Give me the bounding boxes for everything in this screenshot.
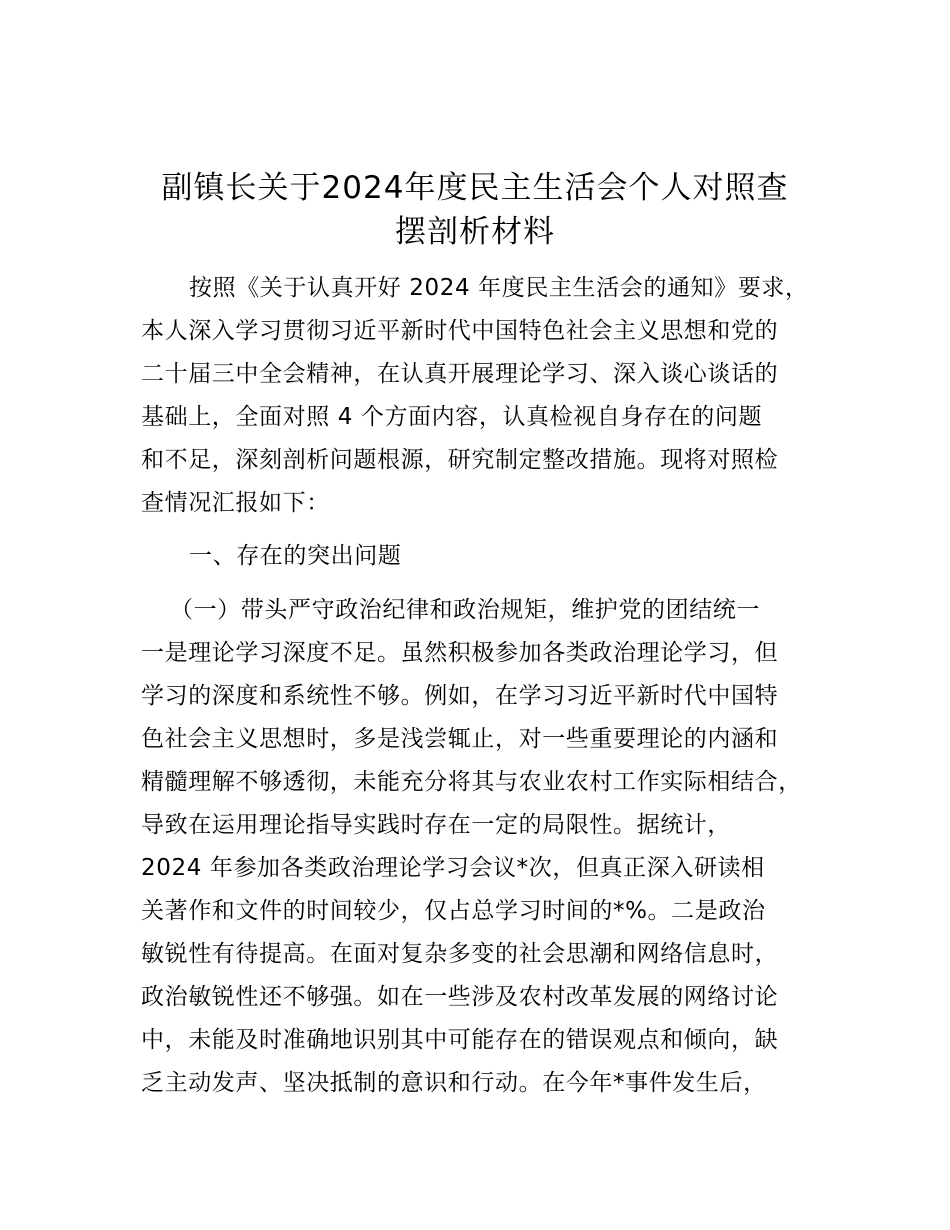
- paragraph-line: 关著作和文件的时间较少，仅占总学习时间的*%。二是政治: [141, 898, 766, 924]
- paragraph-line: 本人深入学习贯彻习近平新时代中国特色社会主义思想和党的: [141, 318, 779, 344]
- paragraph-line: 导致在运用理论指导实践时存在一定的局限性。据统计，: [141, 812, 731, 838]
- paragraph-line: 查情况汇报如下：: [141, 490, 330, 516]
- paragraph-line: 和不足，深刻剖析问题根源，研究制定整改措施。现将对照检: [141, 447, 779, 473]
- paragraph-line: 精髓理解不够透彻，未能充分将其与农业农村工作实际相结合，: [141, 769, 802, 795]
- paragraph-line: 按照《关于认真开好 2024 年度民主生活会的通知》要求，: [189, 275, 809, 301]
- paragraph-line: 敏锐性有待提高。在面对复杂多变的社会思潮和网络信息时，: [141, 941, 779, 967]
- document-title-line-1: 副镇长关于2024年度民主生活会个人对照查: [161, 170, 789, 206]
- paragraph-line: 学习的深度和系统性不够。例如，在学习习近平新时代中国特: [141, 683, 779, 709]
- paragraph-line: 色社会主义思想时，多是浅尝辄止，对一些重要理论的内涵和: [141, 726, 779, 752]
- document-title-line-2: 摆剖析材料: [395, 214, 555, 250]
- paragraph-line: 政治敏锐性还不够强。如在一些涉及农村改革发展的网络讨论: [141, 984, 779, 1010]
- paragraph-line: 中，未能及时准确地识别其中可能存在的错误观点和倾向，缺: [141, 1027, 779, 1053]
- paragraph-line: 二十届三中全会精神，在认真开展理论学习、深入谈心谈话的: [141, 361, 779, 387]
- paragraph-line: 基础上，全面对照 4 个方面内容，认真检视自身存在的问题: [141, 404, 763, 430]
- paragraph-line: 一是理论学习深度不足。虽然积极参加各类政治理论学习，但: [141, 640, 779, 666]
- paragraph-line: 2024 年参加各类政治理论学习会议*次，但真正深入研读相: [141, 855, 765, 881]
- paragraph-line: 乏主动发声、坚决抵制的意识和行动。在今年*事件发生后，: [141, 1070, 767, 1096]
- subsection-heading: （一）带头严守政治纪律和政治规矩，维护党的团结统一: [170, 597, 760, 623]
- section-heading: 一、存在的突出问题: [189, 543, 402, 569]
